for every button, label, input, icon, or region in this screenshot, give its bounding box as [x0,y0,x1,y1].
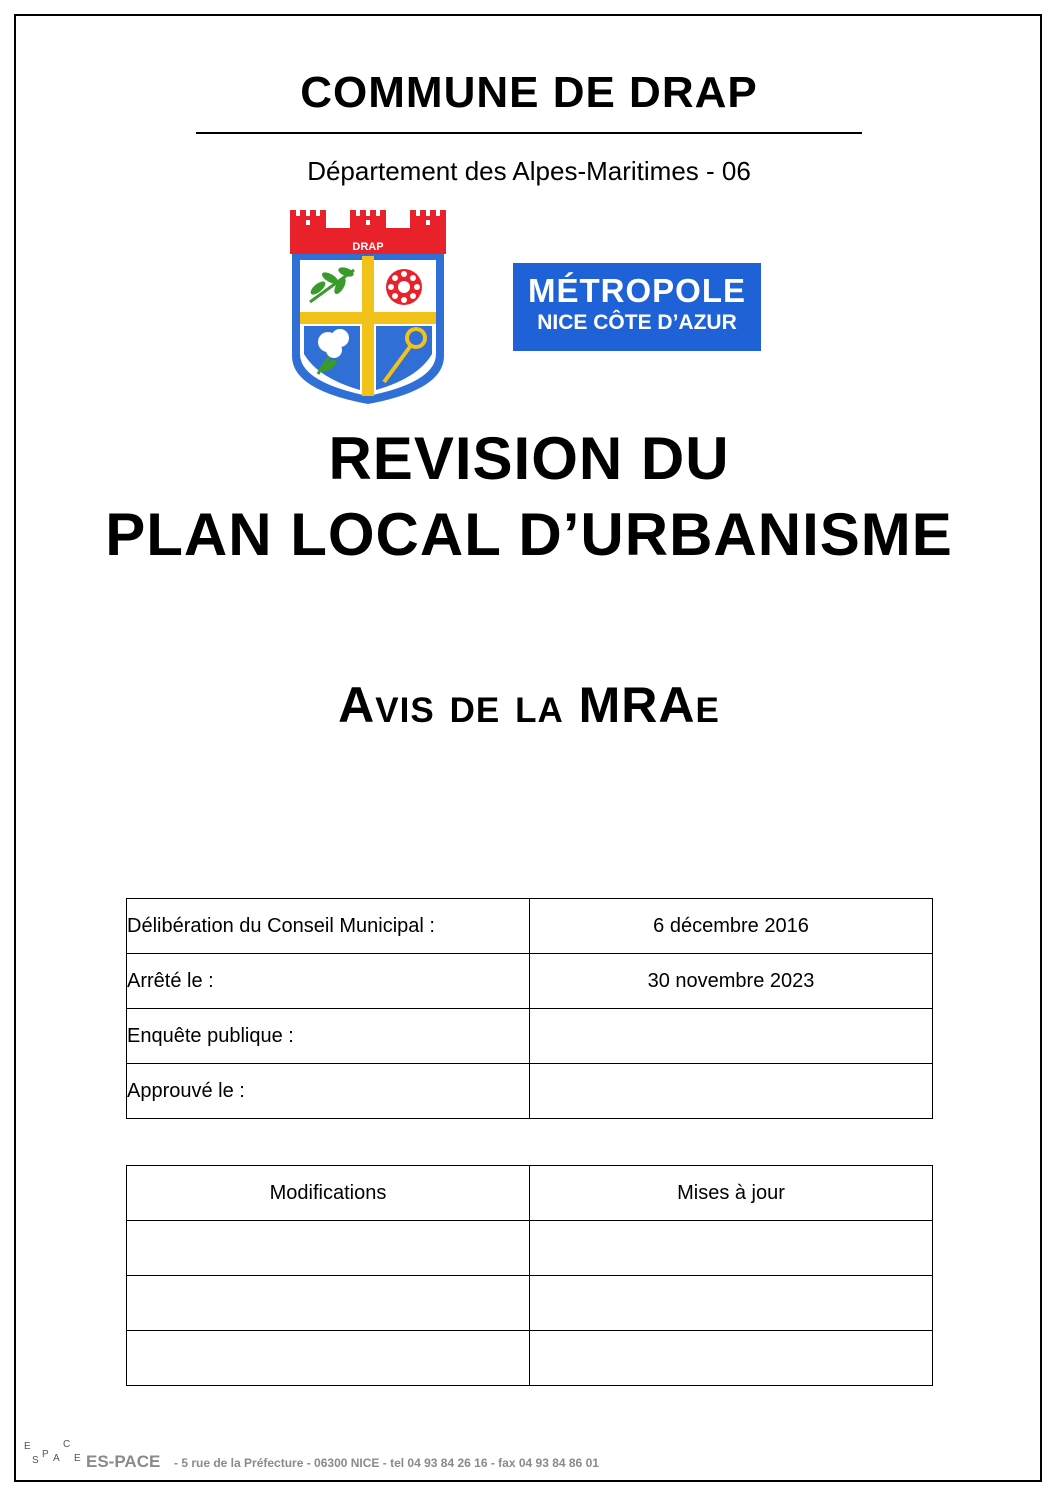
update-cell [530,1331,933,1386]
logo-letter: C [63,1439,71,1450]
rose-wheel-icon [386,269,422,305]
departement-subtitle: Département des Alpes-Maritimes - 06 [307,156,751,186]
metropole-nice-cote-dazur-logo [513,263,761,351]
modification-cell [127,1331,530,1386]
column-header-mises-a-jour: Mises à jour [530,1166,933,1221]
table-row [127,1064,933,1119]
header-divider [196,132,862,134]
table-row [127,1221,933,1276]
procedure-value [530,1009,933,1064]
table-row [127,954,933,1009]
table-header-row [127,1166,933,1221]
footer [22,1438,1022,1474]
document-subtitle: Avis de la MRAe [338,677,720,733]
table-row [127,899,933,954]
document-title-line2: PLAN LOCAL D’URBANISME [105,501,953,568]
logo-letter: P [42,1449,49,1460]
modification-cell [127,1276,530,1331]
crest-cross [362,256,374,396]
modifications-table [126,1165,933,1386]
procedure-value [530,1064,933,1119]
logo-letter: S [32,1455,39,1466]
procedure-label: Délibération du Conseil Municipal : [127,899,530,954]
column-header-modifications: Modifications [127,1166,530,1221]
footer-address: - 5 rue de la Préfecture - 06300 NICE - tel 04 93 84 26 16 - fax 04 93 84 86 01 [174,1456,599,1470]
procedure-table [126,898,933,1119]
procedure-label: Enquête publique : [127,1009,530,1064]
drap-coat-of-arms [288,206,448,406]
table-row [127,1331,933,1386]
document-title-line1: REVISION DU [328,425,730,492]
modification-cell [127,1221,530,1276]
crest-banner-text: DRAP [352,241,384,253]
procedure-value: 6 décembre 2016 [530,899,933,954]
table-row [127,1276,933,1331]
logo-letter: E [24,1441,31,1452]
footer-company-name: ES-PACE [86,1452,161,1471]
procedure-label: Approuvé le : [127,1064,530,1119]
update-cell [530,1221,933,1276]
commune-title: COMMUNE DE DRAP [300,68,758,117]
logo-letter: A [53,1453,60,1464]
logo-letter: E [74,1453,81,1464]
metropole-logo-line1: MÉTROPOLE [527,272,746,309]
metropole-logo-line2: NICE CÔTE D’AZUR [537,311,737,334]
update-cell [530,1276,933,1331]
procedure-value: 30 novembre 2023 [530,954,933,1009]
table-row [127,1009,933,1064]
procedure-label: Arrêté le : [127,954,530,1009]
